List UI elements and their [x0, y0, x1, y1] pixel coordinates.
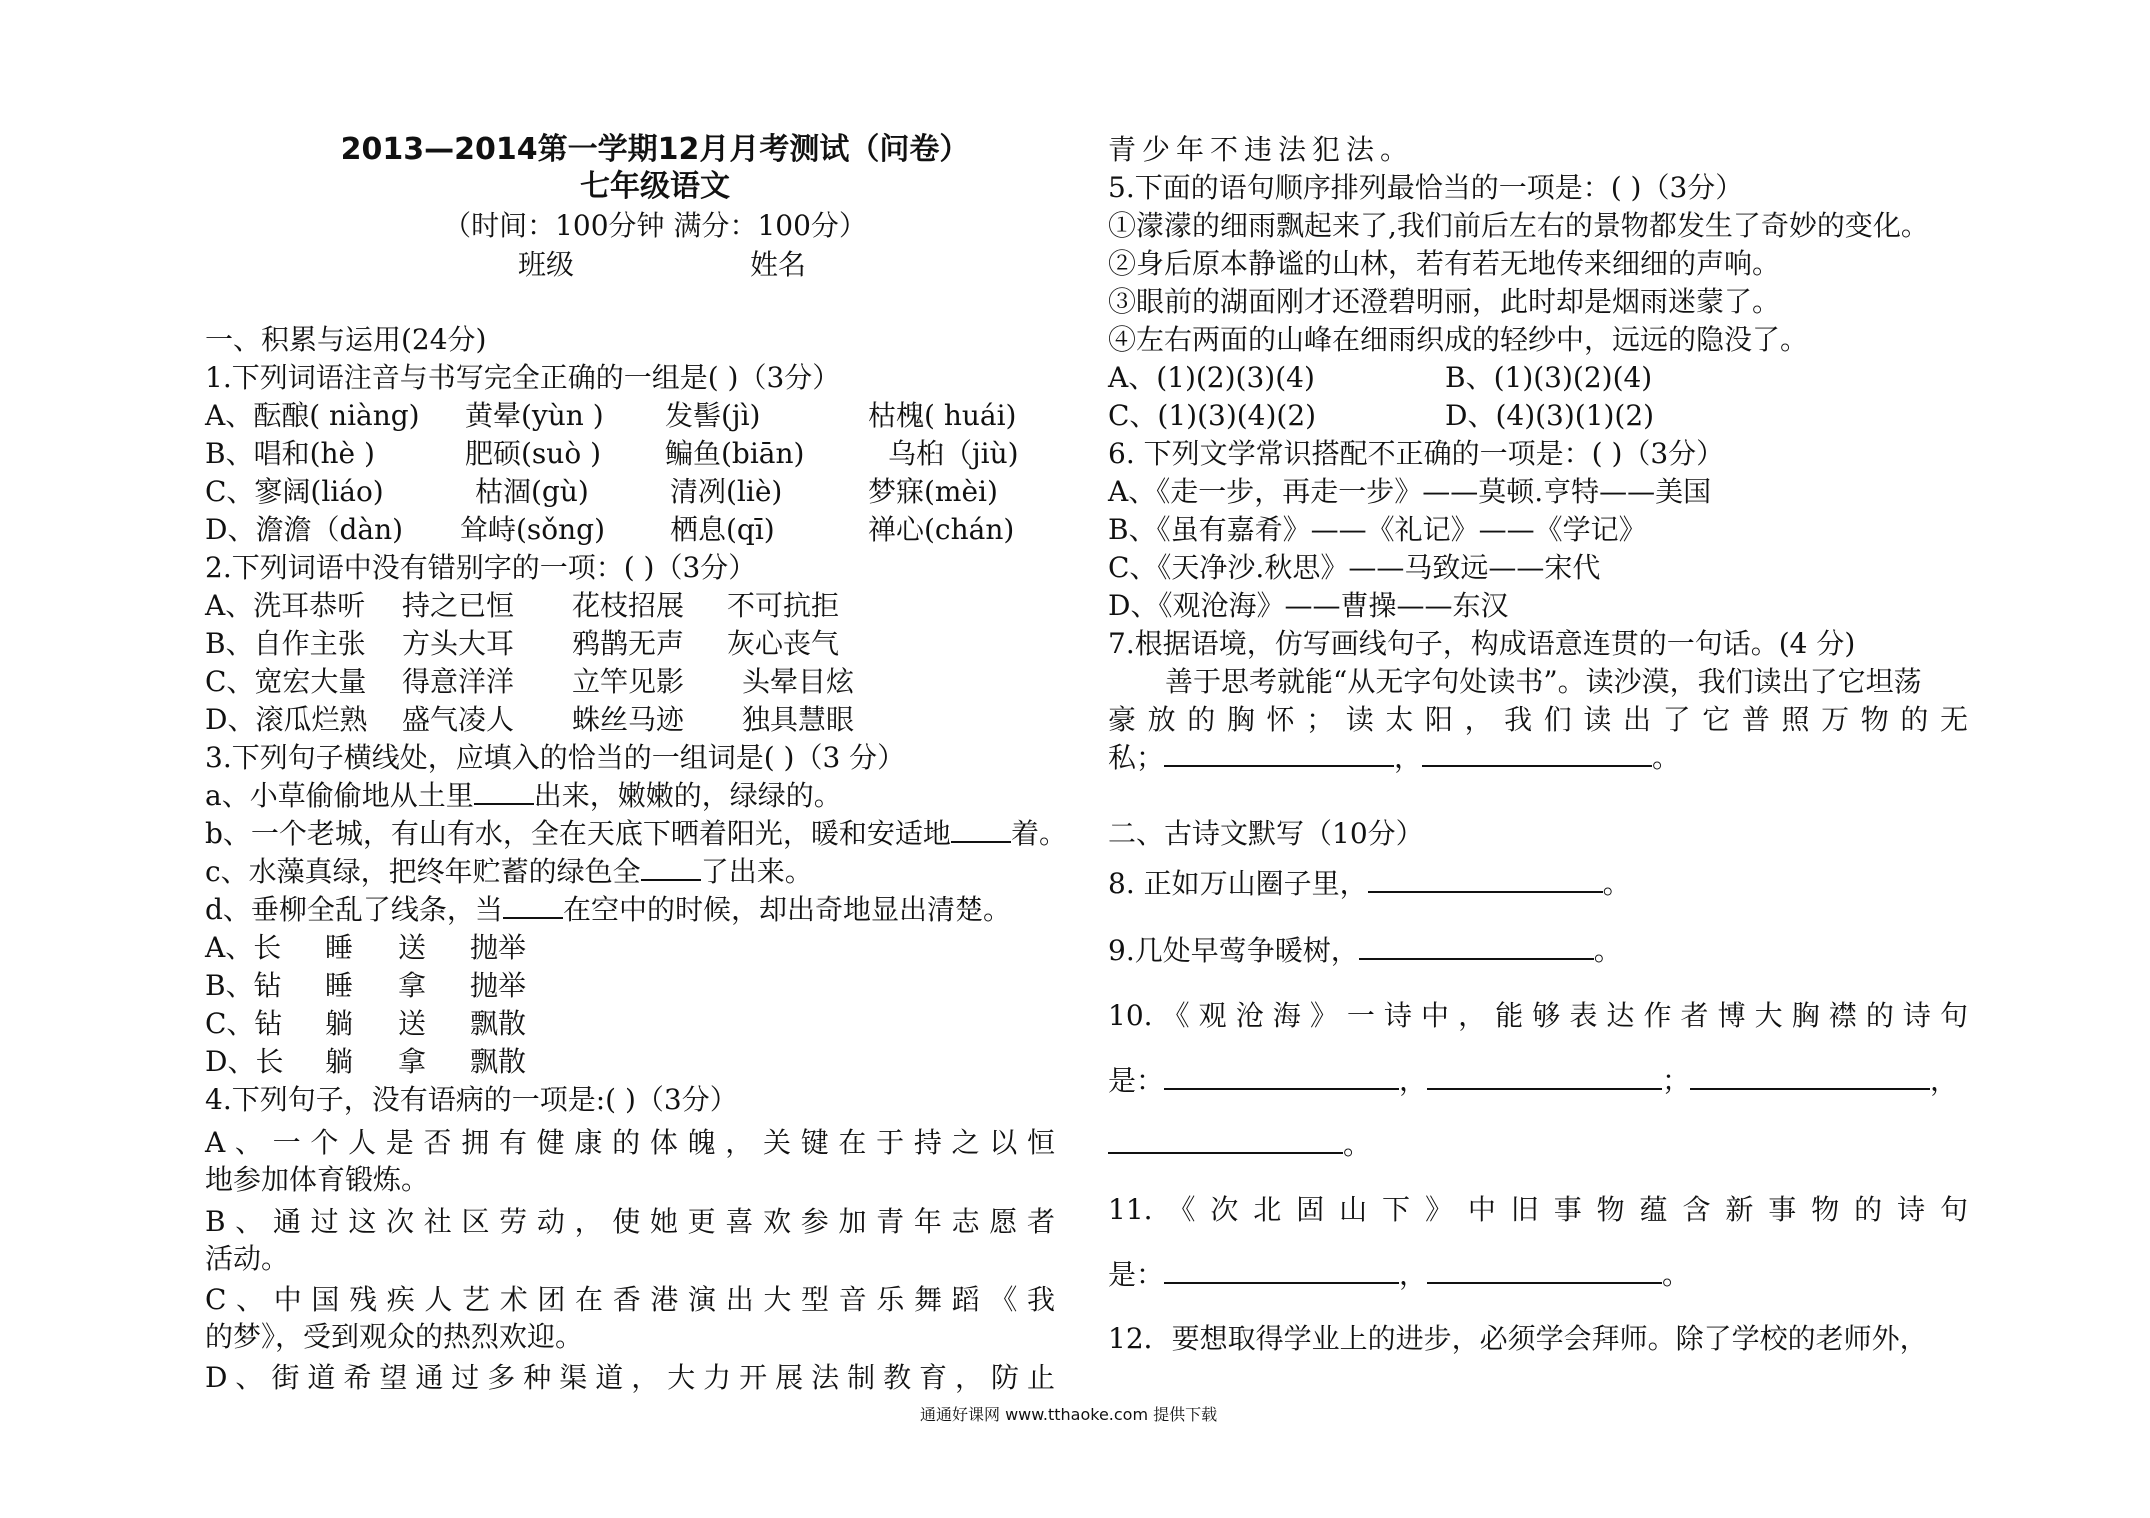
q1-c-2: 枯涸(gù)	[475, 475, 589, 508]
q9-period: 。	[1593, 934, 1622, 967]
q11-text: 11.《次北固山下》中旧事物蕴含新事物的诗句	[1108, 1193, 1968, 1226]
q4-b-line1: B、通过这次社区劳动，使她更喜欢参加青年志愿者	[205, 1205, 1055, 1238]
q3-b-2: 睡	[325, 969, 354, 1002]
q7-para-line2: 豪放的胸怀；读太阳，我们读出了它普照万物的无	[1108, 703, 1968, 736]
q5-sentence-1: ①濛濛的细雨飘起来了,我们前后左右的景物都发生了奇妙的变化。	[1108, 209, 1929, 242]
q1-a-2: 黄晕(yùn )	[465, 399, 604, 432]
q11-answer-line	[1108, 1258, 1690, 1292]
q2-b-4: 灰心丧气	[727, 627, 840, 660]
q7-blank-1[interactable]	[1164, 741, 1394, 767]
q3-c-3: 送	[398, 1007, 427, 1040]
q6-option-d: D、《观沧海》——曹操——东汉	[1108, 589, 1509, 622]
q3-b-pre: b、一个老城，有山有水，全在天底下晒着阳光，暖和安适地	[205, 817, 951, 850]
q5-sentence-2: ②身后原本静谧的山林，若有若无地传来细细的声响。	[1108, 247, 1781, 280]
q7-comma: ，	[1394, 741, 1423, 774]
q1-d-1: D、澹澹（dàn)	[205, 513, 404, 546]
q2-b-2: 方头大耳	[402, 627, 515, 660]
q2-d-1: D、滚瓜烂熟	[205, 703, 368, 736]
q3-b-post: 着。	[1010, 817, 1067, 850]
q3-b-1: B、钻	[205, 969, 282, 1002]
q3-a-3: 送	[398, 931, 427, 964]
q5-sentence-4: ④左右两面的山峰在细雨织成的轻纱中，远远的隐没了。	[1108, 323, 1809, 356]
q3-a-4: 抛举	[470, 931, 527, 964]
q6-option-a: A、《走一步，再走一步》——莫顿.亨特——美国	[1108, 475, 1712, 508]
q4-d-continued: 青少年不违法犯法。	[1108, 133, 1415, 166]
exam-subtitle: 七年级语文	[580, 169, 730, 204]
time-info: （时间：100分钟 满分：100分）	[443, 209, 867, 242]
q4-a-line2: 地参加体育锻炼。	[205, 1163, 430, 1196]
q1-d-4: 禅心(chán)	[868, 513, 1015, 546]
q7-stem: 7.根据语境，仿写画线句子，构成语意连贯的一句话。(4 分)	[1108, 627, 1856, 660]
q1-option-a	[205, 399, 420, 433]
q5-option-d: D、(4)(3)(1)(2)	[1445, 399, 1655, 432]
q3-c-1: C、钻	[205, 1007, 283, 1040]
q2-c-4: 头晕目炫	[742, 665, 855, 698]
q10-blank-3[interactable]	[1690, 1064, 1930, 1090]
q10-semicolon: ；	[1662, 1064, 1691, 1097]
q11-blank-1[interactable]	[1164, 1258, 1399, 1284]
q1-b-3: 鳊鱼(biān)	[665, 437, 805, 470]
q3-c-post: 了出来。	[700, 855, 813, 888]
q2-d-3: 蛛丝马迹	[572, 703, 685, 736]
q1-d-2: 耸峙(sǒng)	[460, 513, 606, 546]
q2-stem: 2.下列词语中没有错别字的一项：( )（3分）	[205, 551, 757, 584]
q2-d-2: 盛气凌人	[402, 703, 515, 736]
q3-d-1: D、长	[205, 1045, 284, 1078]
q3-a-pre: a、小草偷偷地从土里	[205, 779, 474, 812]
q10-answer-line2	[1108, 1128, 1371, 1162]
q2-c-2: 得意洋洋	[402, 665, 515, 698]
q8-text: 8. 正如万山圈子里，	[1108, 867, 1368, 900]
q2-c-1: C、宽宏大量	[205, 665, 367, 698]
q1-a-3: 发髻(jì)	[665, 399, 761, 432]
q10-blank-1[interactable]	[1164, 1064, 1399, 1090]
q3-sentence-d	[205, 893, 1011, 927]
q7-answer-line	[1108, 741, 1680, 775]
q6-option-b: B、《虽有嘉肴》——《礼记》——《学记》	[1108, 513, 1647, 546]
q9-text: 9.几处早莺争暖树，	[1108, 934, 1359, 967]
q3-c-4: 飘散	[470, 1007, 527, 1040]
q11-blank-2[interactable]	[1427, 1258, 1662, 1284]
q4-a-line1: A、一个人是否拥有健康的体魄，关键在于持之以恒	[205, 1126, 1055, 1159]
q2-b-1: B、自作主张	[205, 627, 366, 660]
q2-c-3: 立竿见影	[572, 665, 685, 698]
q7-blank-2[interactable]	[1422, 741, 1652, 767]
q3-c-2: 躺	[325, 1007, 354, 1040]
q8-period: 。	[1602, 867, 1631, 900]
exam-title: 2013—2014第一学期12月月考测试（问卷）	[340, 132, 970, 167]
q4-c-line2: 的梦》，受到观众的热烈欢迎。	[205, 1320, 584, 1353]
q2-a-3: 花枝招展	[572, 589, 685, 622]
q3-d-3: 拿	[398, 1045, 427, 1078]
q3-stem: 3.下列句子横线处，应填入的恰当的一组词是( )（3 分）	[205, 741, 906, 774]
section2-heading: 二、古诗文默写（10分）	[1108, 817, 1424, 850]
q10-text: 10.《观沧海》一诗中，能够表达作者博大胸襟的诗句	[1108, 999, 1968, 1032]
q2-a-4: 不可抗拒	[727, 589, 840, 622]
q3-sentence-a	[205, 779, 842, 813]
q11-comma: ，	[1399, 1258, 1428, 1291]
q3-d-2: 躺	[325, 1045, 354, 1078]
q7-para-line1: 善于思考就能“从无字句处读书”。读沙漠，我们读出了它坦荡	[1165, 665, 1922, 698]
q3-b-blank[interactable]	[951, 817, 1011, 843]
q10-label: 是：	[1108, 1064, 1165, 1097]
q5-option-b: B、(1)(3)(2)(4)	[1445, 361, 1653, 394]
q6-stem: 6. 下列文学常识搭配不正确的一项是：( )（3分）	[1108, 437, 1725, 470]
q2-a-1: A、洗耳恭听	[205, 589, 366, 622]
q11-label: 是：	[1108, 1258, 1165, 1291]
q5-sentence-3: ③眼前的湖面刚才还澄碧明丽，此时却是烟雨迷蒙了。	[1108, 285, 1781, 318]
q3-sentence-b	[205, 817, 1067, 851]
q7-label: 私；	[1108, 741, 1165, 774]
q5-option-c: C、(1)(3)(4)(2)	[1108, 399, 1317, 432]
q11-period: 。	[1662, 1258, 1691, 1291]
q3-sentence-c	[205, 855, 813, 889]
class-label: 班级	[518, 248, 575, 281]
q10-blank-4[interactable]	[1108, 1128, 1343, 1154]
q5-stem: 5.下面的语句顺序排列最恰当的一项是：( )（3分）	[1108, 171, 1744, 204]
q3-c-pre: c、水藻真绿，把终年贮蓄的绿色全	[205, 855, 641, 888]
footer-credit: 通通好课网 www.tthaoke.com 提供下载	[920, 1405, 1218, 1424]
q4-stem: 4.下列句子，没有语病的一项是:( )（3分）	[205, 1083, 738, 1116]
q9-line	[1108, 934, 1622, 968]
q1-c-3: 清冽(liè)	[670, 475, 783, 508]
q10-comma-2: ，	[1930, 1064, 1959, 1097]
q1-b-2: 肥硕(suò )	[465, 437, 602, 470]
name-label: 姓名	[750, 248, 807, 281]
q3-a-post: 出来，嫩嫩的，绿绿的。	[533, 779, 842, 812]
q8-line	[1108, 867, 1631, 901]
q10-period: 。	[1343, 1128, 1372, 1161]
q3-a-blank[interactable]	[474, 779, 534, 805]
q3-d-blank[interactable]	[503, 893, 563, 919]
q3-a-1: A、长	[205, 931, 282, 964]
q3-d-pre: d、垂柳全乱了线条，当	[205, 893, 503, 926]
q1-d-3: 栖息(qī)	[670, 513, 775, 546]
q7-period: 。	[1652, 741, 1681, 774]
q10-blank-2[interactable]	[1427, 1064, 1662, 1090]
q1-b-1: B、唱和(hè )	[205, 437, 375, 470]
q1-c-1: C、寥阔(liáo)	[205, 475, 384, 508]
q3-b-3: 拿	[398, 969, 427, 1002]
q3-a-2: 睡	[325, 931, 354, 964]
q2-d-4: 独具慧眼	[742, 703, 855, 736]
q3-b-4: 抛举	[470, 969, 527, 1002]
q3-c-blank[interactable]	[641, 855, 701, 881]
q9-blank[interactable]	[1359, 934, 1594, 960]
q1-a-1: A、酝酿( niàng)	[205, 399, 420, 432]
q1-a-4: 枯槐( huái)	[868, 399, 1017, 432]
q2-b-3: 鸦鹊无声	[572, 627, 685, 660]
section1-heading: 一、积累与运用(24分)	[205, 323, 487, 356]
q1-c-4: 梦寐(mèi)	[868, 475, 998, 508]
q3-d-post: 在空中的时候，却出奇地显出清楚。	[562, 893, 1011, 926]
q4-b-line2: 活动。	[205, 1242, 290, 1275]
q1-stem: 1.下列词语注音与书写完全正确的一组是( )（3分）	[205, 361, 841, 394]
q5-option-a: A、(1)(2)(3)(4)	[1108, 361, 1315, 394]
q10-comma-1: ，	[1399, 1064, 1428, 1097]
q12-text: 12．要想取得学业上的进步，必须学会拜师。除了学校的老师外，	[1108, 1322, 1928, 1355]
q6-option-c: C、《天净沙.秋思》——马致远——宋代	[1108, 551, 1601, 584]
q4-d-line1: D、街道希望通过多种渠道，大力开展法制教育，防止	[205, 1361, 1055, 1394]
q3-d-4: 飘散	[470, 1045, 527, 1078]
q1-b-4: 乌桕（jiù)	[888, 437, 1019, 470]
q10-answer-line	[1108, 1064, 1958, 1098]
q8-blank[interactable]	[1368, 867, 1603, 893]
q4-c-line1: C、中国残疾人艺术团在香港演出大型音乐舞蹈《我	[205, 1283, 1055, 1316]
q2-a-2: 持之已恒	[402, 589, 515, 622]
